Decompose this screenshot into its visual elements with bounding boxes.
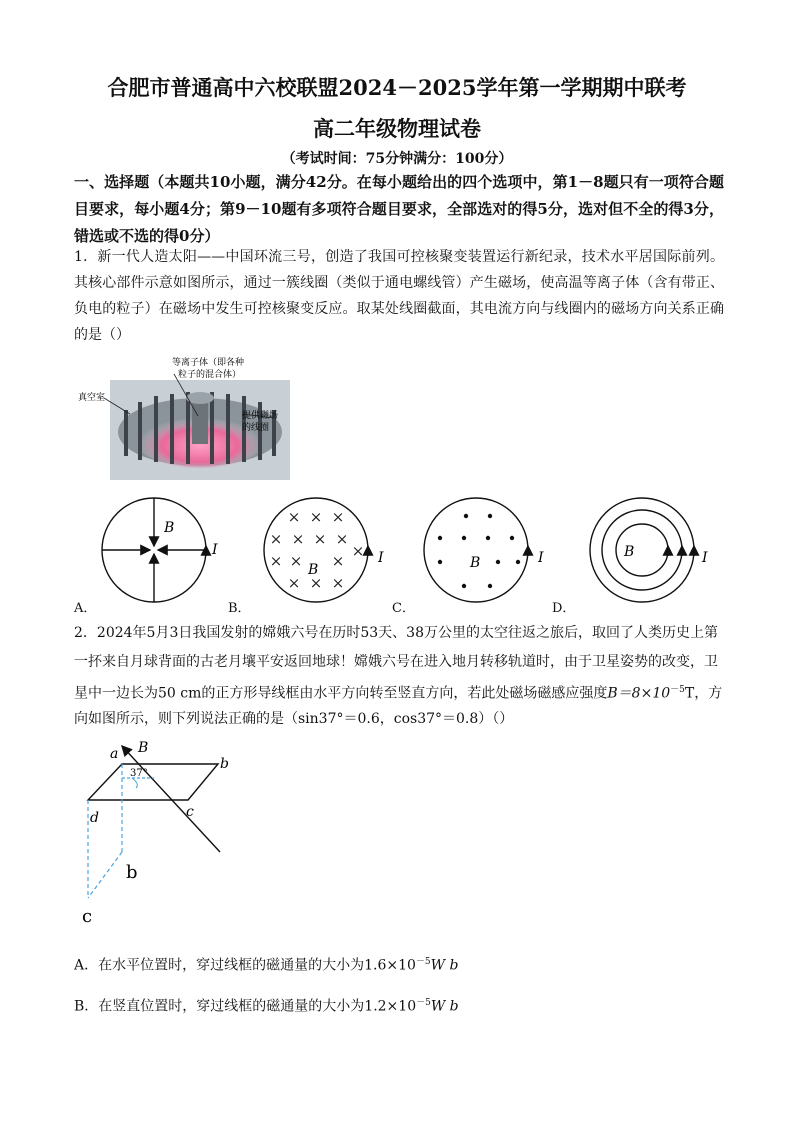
label-plasma-2: 粒子的混合体） [178,370,242,380]
option-c-label: C． [392,601,415,616]
label-coil-1: 提供磁场 [242,411,279,421]
svg-text:×: × [331,574,345,592]
label-b: B [164,520,175,536]
svg-text:×: × [331,508,345,526]
svg-text:×: × [291,530,305,548]
label-i: I [702,550,708,566]
label-vacuum: 真空室 [78,393,106,403]
label-B: B [138,740,149,756]
question-2-option-b: B．在竖直位置时，穿过线框的磁通量的大小为$1.2\times 10^{-5}W$ b [74,998,459,1015]
label-b: b [220,756,229,772]
label-b-lower: b [126,862,138,883]
label-d: d [90,810,99,826]
option-b-label: B． [228,601,251,616]
question-1-text: 1．新一代人造太阳——中国环流三号，创造了我国可控核聚变装置运行新纪录，技术水平居国际前列。其核心部件示意如图所示，通过一簇线圈（类似于通电螺线管）产生磁场，使高温等离子体（含有带正、负电的粒子）在磁场中发生可控核聚变反应。取某处线圈截面，其电流方向与线圈内的磁场方向关系正确的是（） [74,249,724,343]
label-b: B [624,544,635,560]
option-b-diagram [254,494,394,609]
label-i: I [538,550,544,566]
svg-text:×: × [269,552,283,570]
label-plasma-1: 等离子体（即各种 [172,358,245,368]
section-heading: 一、选择题（本题共10小题，满分42分。在每小题给出的四个选项中，第1－8题只有一项符合题目要求，每小题4分；第9－10题有多项符合题目要求，全部选对的得5分，选对但不全的得3分，错选或不选的得0分） [74,173,724,245]
svg-text:×: × [287,574,301,592]
option-a-label: A． [74,601,97,616]
svg-text:×: × [287,508,301,526]
question-2-line-1: 2．2024年5月3日我国发射的嫦娥六号在历时53天、38万公里的太空往返之旅后，取回了人类历史上第 [74,625,718,641]
question-2-line-2: 一抔来自月球背面的古老月壤平安返回地球！嫦娥六号在进入地月转移轨道时，由于卫星姿势的改变，卫 [74,654,718,670]
label-c-lower: c [82,906,93,925]
question-2-line-4: 向如图所示，则下列说法正确的是（sin37°＝0.6，cos37°＝0.8）（） [74,711,514,727]
svg-text:×: × [269,530,283,548]
svg-text:×: × [335,530,349,548]
label-b: B [308,562,319,578]
option-d-label: D． [552,601,576,616]
exam-info: （考试时间：75分钟满分：100分） [281,151,513,167]
exam-subtitle: 高二年级物理试卷 [313,116,481,141]
question-2-option-a: A．在水平位置时，穿过线框的磁通量的大小为$1.6\times 10^{-5}W$ b [74,957,459,974]
label-coil-2: 的线圈 [242,423,270,433]
exam-title: 合肥市普通高中六校联盟2024－2025学年第一学期期中联考 [107,75,687,100]
svg-text:×: × [351,542,365,560]
option-d-diagram [582,494,722,609]
label-i: I [378,550,384,566]
tokamak-figure [74,352,334,482]
label-i: I [212,542,218,558]
label-c: c [186,804,194,820]
svg-text:×: × [289,552,303,570]
svg-text:×: × [309,508,323,526]
label-b: B [470,555,481,571]
wire-frame-figure [74,740,234,925]
svg-text:×: × [309,574,323,592]
label-a: a [110,746,119,762]
label-angle: 37° [130,768,148,779]
svg-text:×: × [313,530,327,548]
option-a-diagram [96,494,226,609]
option-c-diagram [418,494,558,609]
svg-text:×: × [331,552,345,570]
question-2-line-3: 星中一边长为50 cm的正方形导线框由水平方向转至竖直方向，若此处磁场磁感应强度$B=8\times 10^{-5}T$，方 [74,685,723,702]
